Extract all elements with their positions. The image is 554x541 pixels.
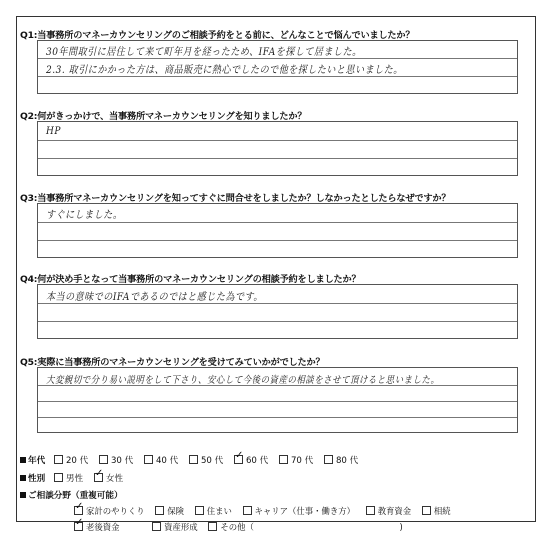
age-50-checkbox[interactable] [189, 455, 198, 464]
age-40-checkbox[interactable] [144, 455, 153, 464]
field-inheritance-checkbox[interactable] [422, 506, 431, 515]
field-retirement-checkbox[interactable] [74, 522, 83, 531]
field-label: ご相談分野（重複可能） [28, 491, 123, 501]
field-row-label [20, 489, 131, 501]
answer-box-2 [37, 121, 518, 176]
age-20-checkbox[interactable] [54, 455, 63, 464]
answer-1-line-1: 30年間取引に居住して来て町年月を経ったため、IFAを探して居ました。 [46, 46, 362, 58]
field-other-close-paren: ) [399, 522, 403, 532]
field-education-checkbox[interactable] [366, 506, 375, 515]
field-other-checkbox[interactable] [208, 522, 217, 531]
answer-5-line-1: 大変親切で分り易い説明をして下さり、安心して今後の資産の相談をさせて頂けると思いました。 [46, 375, 440, 386]
question-1-label: Q1:当事務所のマネーカウンセリングのご相談予約をとる前に、どんなことで悩んでいましたか？ [20, 30, 415, 41]
age-30-checkbox[interactable] [99, 455, 108, 464]
sex-male-checkbox[interactable] [54, 473, 63, 482]
answer-4-line-1: 本当の意味でのIFAであるのではと感じた為です。 [46, 291, 263, 303]
field-row-2: ✓老後資金 資産形成 その他（ ) [74, 521, 411, 533]
field-household-checkbox[interactable] [74, 506, 83, 515]
question-5-label: Q5:実際に当事務所のマネーカウンセリングを受けてみていかがでしたか？ [20, 357, 325, 368]
sex-label: 性別 [28, 474, 46, 484]
sex-female-checkbox[interactable] [94, 473, 103, 482]
field-insurance-checkbox[interactable] [155, 506, 164, 515]
field-row-1: ✓家計のやりくり 保険 住まい キャリア（仕事・働き方） 教育資金 相続 [74, 505, 459, 517]
answer-box-4 [37, 284, 518, 339]
sex-row: 性別 男性 ✓ 女性 [20, 472, 131, 484]
question-3-label: Q3:当事務所マネーカウンセリングを知ってすぐに問合せをしましたか？しなかったとしたらなぜですか？ [20, 193, 451, 204]
answer-box-3 [37, 203, 518, 258]
field-asset-building-checkbox[interactable] [152, 522, 161, 531]
age-80-checkbox[interactable] [324, 455, 333, 464]
age-label: 年代 [28, 456, 46, 466]
field-housing-checkbox[interactable] [195, 506, 204, 515]
answer-box-5 [37, 367, 518, 433]
answer-2-line-1: HP [46, 125, 61, 137]
age-60-checkbox[interactable] [234, 455, 243, 464]
age-row: 年代 20 代 30 代 40 代 50 代 ✓ 60 代 70 代 80 代 [20, 454, 366, 466]
question-2-label: Q2:何がきっかけで、当事務所マネーカウンセリングを知りましたか？ [20, 111, 307, 122]
question-4-label: Q4:何が決め手となって当事務所のマネーカウンセリングの相談予約をしましたか？ [20, 274, 361, 285]
answer-3-line-1: すぐにしました。 [46, 209, 123, 221]
answer-1-line-2: 2.3. 取引にかかった方は、商品販売に熱心でしたので他を探したいと思いました。 [46, 64, 403, 76]
age-70-checkbox[interactable] [279, 455, 288, 464]
answer-box-1 [37, 40, 518, 94]
field-career-checkbox[interactable] [243, 506, 252, 515]
